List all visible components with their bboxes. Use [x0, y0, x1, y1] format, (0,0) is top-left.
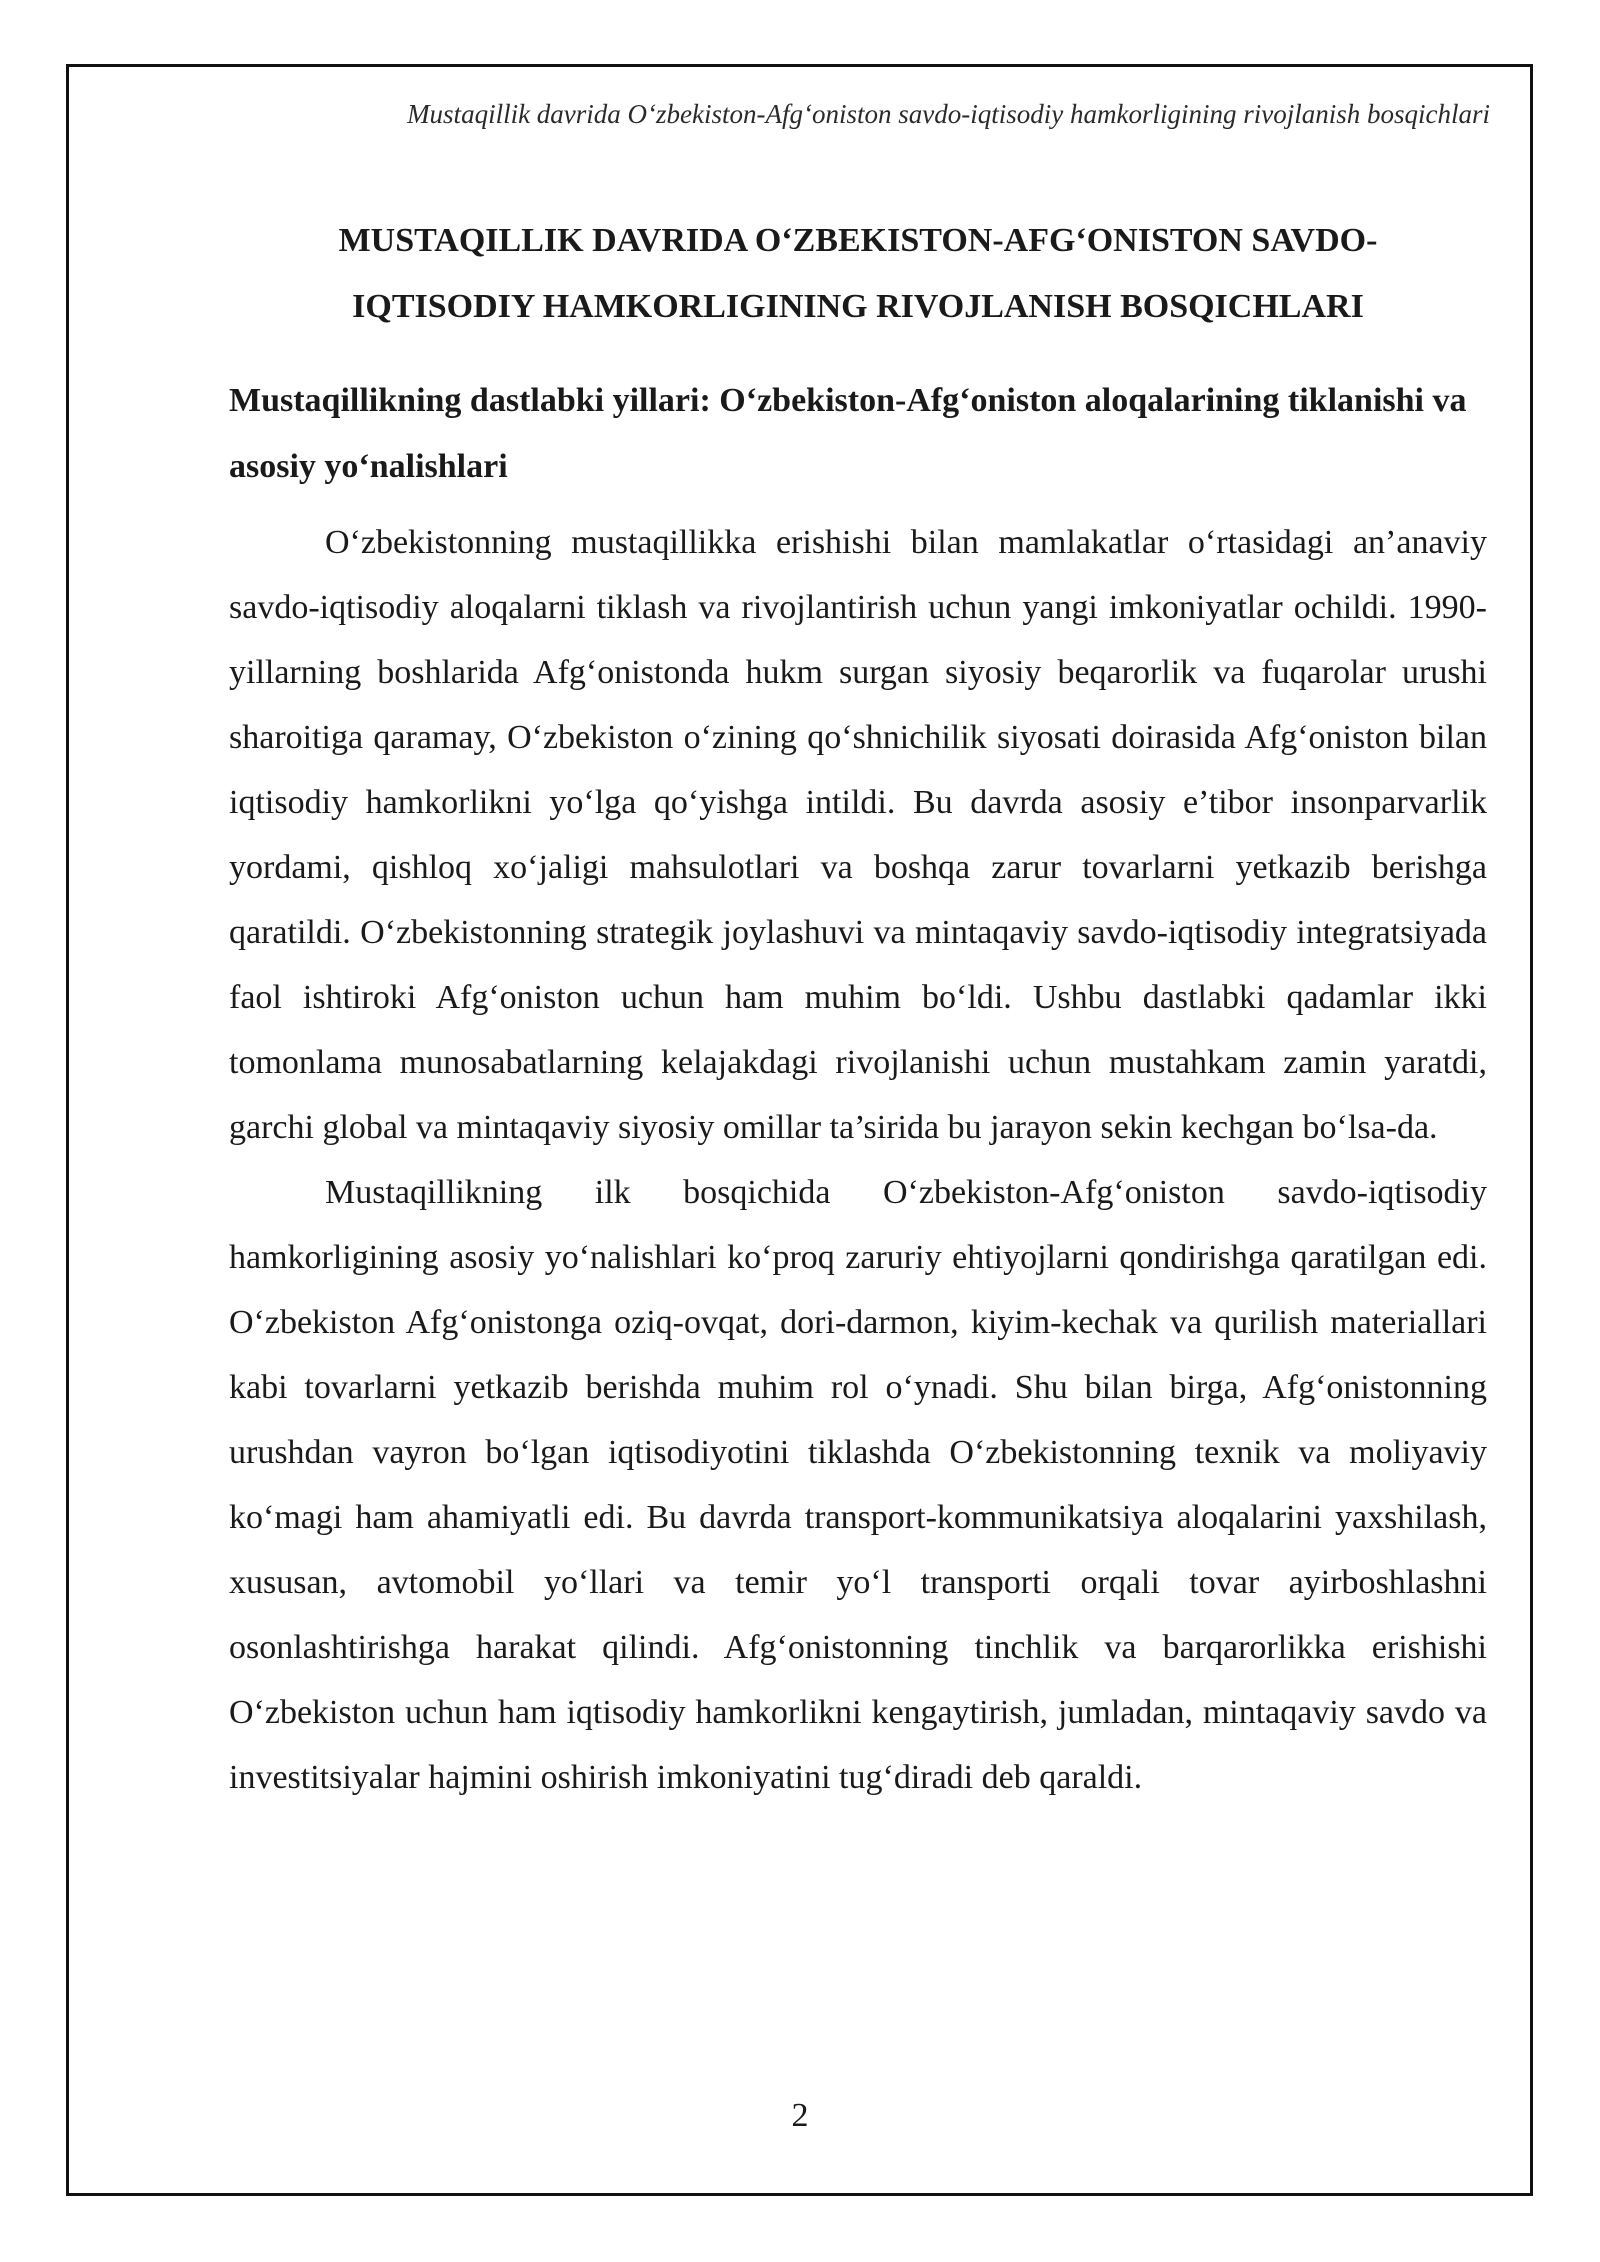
running-header: Mustaqillik davrida O‘zbekiston-Afg‘oniston savdo-iqtisodiy hamkorligining rivojlanish bosqichlari	[407, 99, 1490, 129]
document-title: MUSTAQILLIK DAVRIDA O‘ZBEKISTON-AFG‘ONISTON SAVDO-IQTISODIY HAMKORLIGINING RIVOJLANISH BOSQICHLARI	[338, 222, 1378, 325]
body-paragraph-2: Mustaqillikning ilk bosqichida O‘zbekiston-Afg‘oniston savdo-iqtisodiy hamkorligining asosiy yo‘nalishlari ko‘proq zaruriy ehtiyojlarni qondirishga qaratilgan edi. O‘zbekiston Afg‘onistonga oziq-ovqat, dori-darmon, kiyim-kechak va qurilish materiallari kabi tovarlarni yetkazib berishda muhim rol o‘ynadi. Shu bilan birga, Afg‘onistonning urushdan vayron bo‘lgan iqtisodiyotini tiklashda O‘zbekistonning texnik va moliyaviy ko‘magi ham ahamiyatli edi. Bu davrda transport-kommunikatsiya aloqalarini yaxshilash, xususan, avtomobil yo‘llari va temir yo‘l transporti orqali tovar ayirboshlashni osonlashtirishga harakat qilindi. Afg‘onistonning tinchlik va barqarorlikka erishishi O‘zbekiston uchun ham iqtisodiy hamkorlikni kengaytirish, jumladan, mintaqaviy savdo va investitsiyalar hajmini oshirish imkoniyatini tug‘diradi deb qaraldi.	[229, 1174, 1487, 1796]
page-content	[229, 208, 1487, 1810]
section-heading: Mustaqillikning dastlabki yillari: O‘zbekiston-Afg‘oniston aloqalarining tiklanishi va asosiy yo‘nalishlari	[229, 382, 1467, 485]
body-paragraph-1: O‘zbekistonning mustaqillikka erishishi bilan mamlakatlar o‘rtasidagi an’anaviy savdo-iqtisodiy aloqalarni tiklash va rivojlantirish uchun yangi imkoniyatlar ochildi. 1990-yillarning boshlarida Afg‘onistonda hukm surgan siyosiy beqarorlik va fuqarolar urushi sharoitiga qaramay, O‘zbekiston o‘zining qo‘shnichilik siyosati doirasida Afg‘oniston bilan iqtisodiy hamkorlikni yo‘lga qo‘yishga intildi. Bu davrda asosiy e’tibor insonparvarlik yordami, qishloq xo‘jaligi mahsulotlari va boshqa zarur tovarlarni yetkazib berishga qaratildi. O‘zbekistonning strategik joylashuvi va mintaqaviy savdo-iqtisodiy integratsiyada faol ishtiroki Afg‘oniston uchun ham muhim bo‘ldi. Ushbu dastlabki qadamlar ikki tomonlama munosabatlarning kelajakdagi rivojlanishi uchun mustahkam zamin yaratdi, garchi global va mintaqaviy siyosiy omillar ta’sirida bu jarayon sekin kechgan bo‘lsa-da.	[229, 524, 1487, 1146]
page-number: 2	[791, 2097, 809, 2134]
